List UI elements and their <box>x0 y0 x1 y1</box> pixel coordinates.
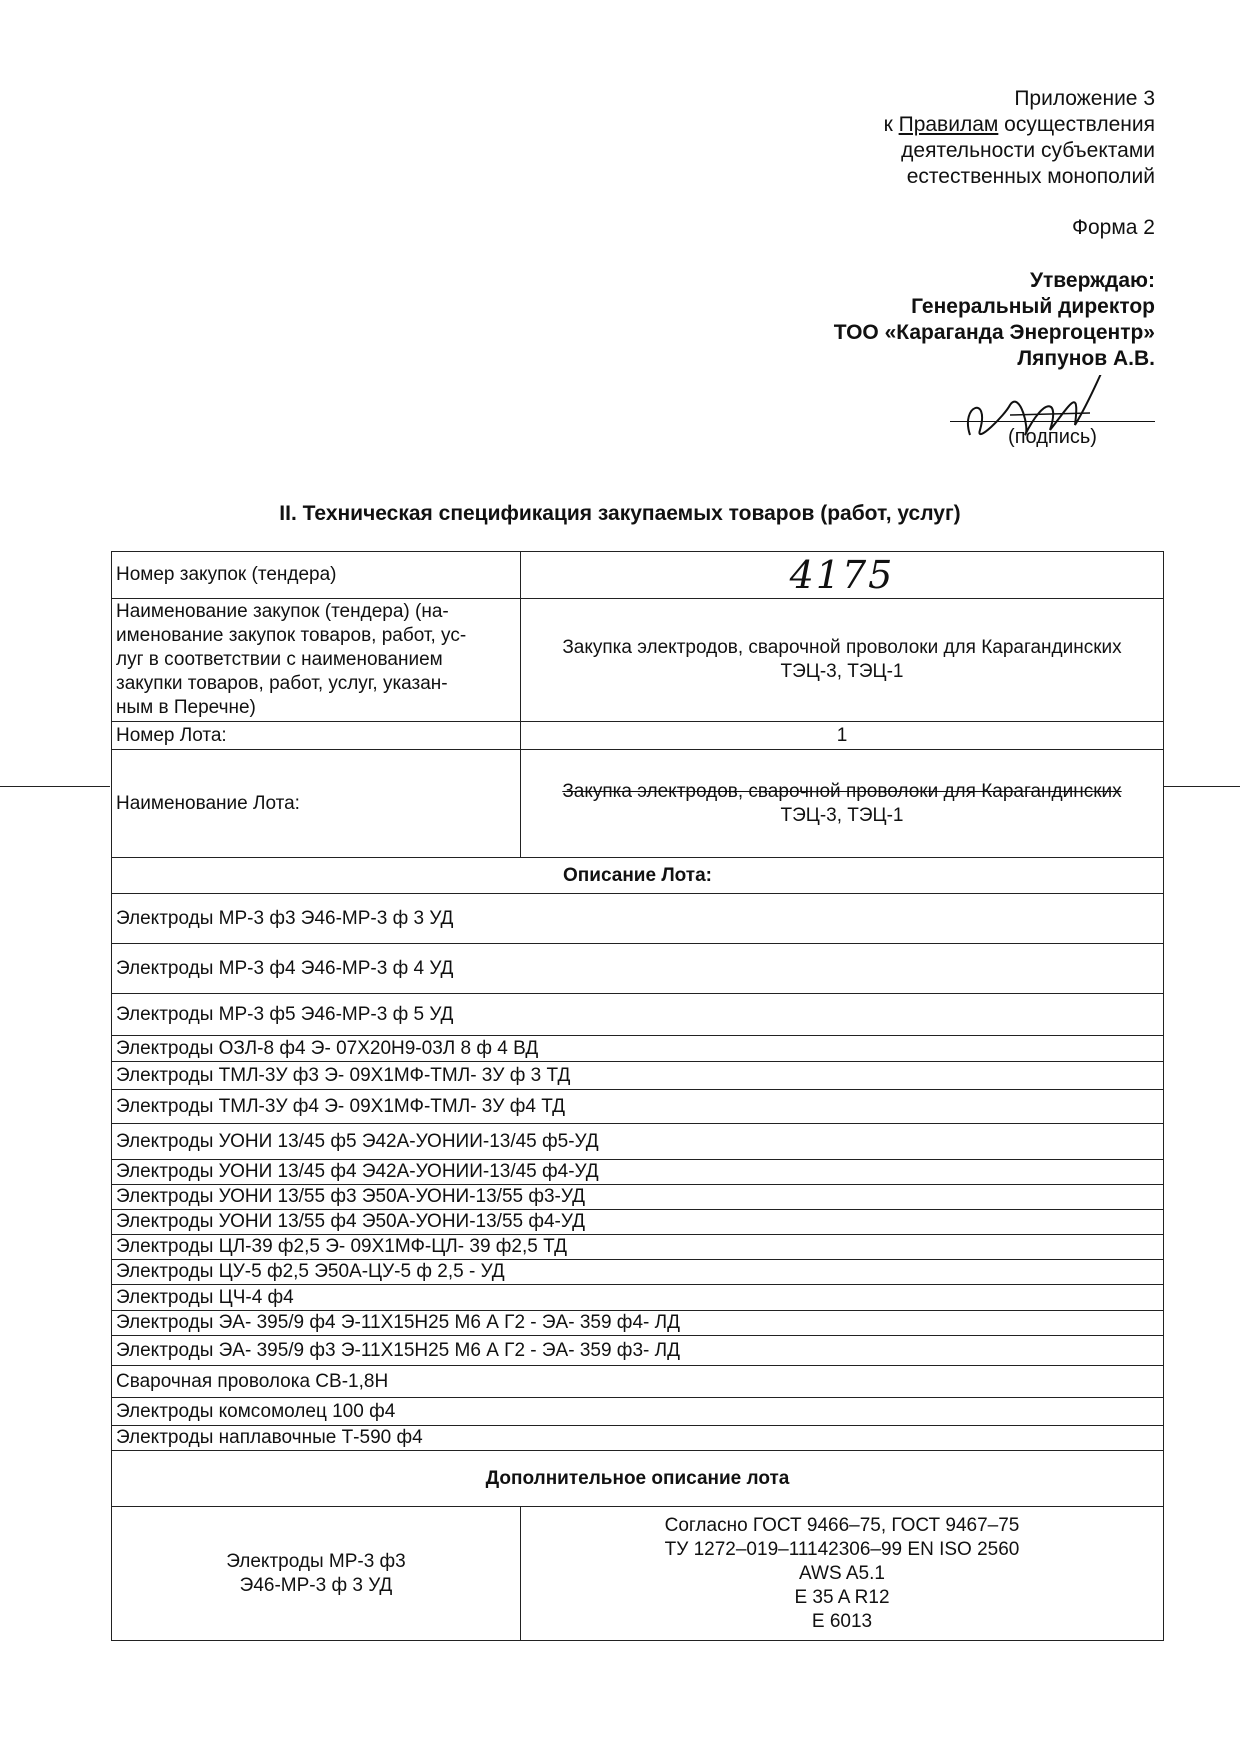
rules-prefix: к <box>883 113 899 136</box>
lot-item: Электроды ОЗЛ-8 ф4 Э- 07Х20Н9-03Л 8 ф 4 ВД <box>112 1036 1164 1062</box>
lot-item-row <box>112 1311 1164 1336</box>
approver-company: ТОО «Караганда Энергоцентр» <box>833 321 1155 344</box>
additional-description-row <box>112 1507 1164 1641</box>
lot-item-row <box>112 1260 1164 1285</box>
lot-item: Электроды УОНИ 13/55 ф3 Э50А-УОНИ-13/55 ф3-УД <box>112 1185 1164 1210</box>
lot-item-row <box>112 1090 1164 1124</box>
lot-item: Электроды УОНИ 13/45 ф5 Э42А-УОНИИ-13/45 ф5-УД <box>112 1124 1164 1160</box>
lot-item-row <box>112 944 1164 994</box>
lot-item: Электроды ЦЛ-39 ф2,5 Э- 09Х1МФ-ЦЛ- 39 ф2,5 ТД <box>112 1235 1164 1260</box>
tender-name-label: Наименование закупок (тендера) (на- именование закупок товаров, работ, ус- луг в соответствии с наименованием закупки товаров, работ, услуг, указан- ным в Перечне) <box>112 599 521 722</box>
lot-item-row <box>112 1124 1164 1160</box>
lot-number-value: 1 <box>521 722 1164 750</box>
approver-position: Генеральный директор <box>911 295 1155 318</box>
additional-standards: Согласно ГОСТ 9466–75, ГОСТ 9467–75 ТУ 1272–019–11142306–99 EN ISO 2560 AWS A5.1 E 35 A R12 E 6013 <box>521 1507 1164 1641</box>
lot-item: Электроды ЭА- 395/9 ф4 Э-11Х15Н25 М6 А Г2 - ЭА- 359 ф4- ЛД <box>112 1311 1164 1336</box>
approve-heading: Утверждаю: <box>1029 269 1155 292</box>
lot-item-row <box>112 1160 1164 1185</box>
approval-block <box>834 268 1155 372</box>
lot-item-row <box>112 1235 1164 1260</box>
lot-description-header: Описание Лота: <box>112 858 1164 894</box>
appendix-number: Приложение 3 <box>1014 87 1155 110</box>
lot-item-row <box>112 1285 1164 1311</box>
appendix-reference <box>884 86 1155 190</box>
lot-item-row <box>112 1366 1164 1398</box>
rules-suffix: осуществления <box>998 113 1155 136</box>
signature-line <box>950 421 1155 422</box>
lot-number-row <box>112 722 1164 750</box>
lot-item: Электроды ТМЛ-3У ф3 Э- 09Х1МФ-ТМЛ- 3У ф 3 ТД <box>112 1062 1164 1090</box>
lot-item: Электроды МР-3 ф4 Э46-МР-3 ф 4 УД <box>112 944 1164 994</box>
lot-item: Электроды ЦЧ-4 ф4 <box>112 1285 1164 1311</box>
tender-name-row <box>112 599 1164 722</box>
signature-caption: (подпись) <box>1008 426 1097 448</box>
lot-item-row <box>112 1426 1164 1451</box>
lot-item: Сварочная проволока СВ-1,8Н <box>112 1366 1164 1398</box>
lot-item: Электроды ТМЛ-3У ф4 Э- 09Х1МФ-ТМЛ- 3У ф4 ТД <box>112 1090 1164 1124</box>
appendix-line-3: деятельности субъектами <box>901 139 1155 162</box>
lot-item-row <box>112 1185 1164 1210</box>
lot-item-row <box>112 1336 1164 1366</box>
lot-item: Электроды УОНИ 13/45 ф4 Э42А-УОНИИ-13/45 ф4-УД <box>112 1160 1164 1185</box>
lot-item-row <box>112 894 1164 944</box>
tender-number-row <box>112 552 1164 599</box>
section-title: II. Техническая спецификация закупаемых товаров (работ, услуг) <box>279 502 961 525</box>
lot-name-label: Наименование Лота: <box>112 750 521 858</box>
lot-item: Электроды МР-3 ф5 Э46-МР-3 ф 5 УД <box>112 994 1164 1036</box>
additional-description-header: Дополнительное описание лота <box>112 1451 1164 1507</box>
rules-link[interactable]: Правилам <box>898 113 999 136</box>
lot-name-row <box>112 750 1164 858</box>
lot-number-label: Номер Лота: <box>112 722 521 750</box>
margin-line-right <box>1163 786 1240 787</box>
lot-item: Электроды МР-3 ф3 Э46-МР-3 ф 3 УД <box>112 894 1164 944</box>
lot-item-row <box>112 1062 1164 1090</box>
tender-number-handwritten: 4175 <box>789 553 895 597</box>
appendix-rules-line <box>884 112 1155 138</box>
lot-item-row <box>112 1398 1164 1426</box>
form-label: Форма 2 <box>1072 216 1155 239</box>
lot-item: Электроды комсомолец 100 ф4 <box>112 1398 1164 1426</box>
approver-name: Ляпунов А.В. <box>1017 347 1155 370</box>
lot-name-value <box>521 750 1164 858</box>
lot-item: Электроды ЦУ-5 ф2,5 Э50А-ЦУ-5 ф 2,5 - УД <box>112 1260 1164 1285</box>
additional-header-row <box>112 1451 1164 1507</box>
lot-name-line-2: ТЭЦ-3, ТЭЦ-1 <box>780 804 904 826</box>
lot-item: Электроды ЭА- 395/9 ф3 Э-11Х15Н25 М6 А Г2 - ЭА- 359 ф3- ЛД <box>112 1336 1164 1366</box>
lot-item-row <box>112 1036 1164 1062</box>
tender-number-value <box>521 552 1164 599</box>
lot-item: Электроды УОНИ 13/55 ф4 Э50А-УОНИ-13/55 ф4-УД <box>112 1210 1164 1235</box>
lot-item-row <box>112 994 1164 1036</box>
tender-name-value: Закупка электродов, сварочной проволоки для Карагандинских ТЭЦ-3, ТЭЦ-1 <box>521 599 1164 722</box>
lot-description-header-row <box>112 858 1164 894</box>
margin-line-left <box>0 786 110 787</box>
tender-number-label: Номер закупок (тендера) <box>112 552 521 599</box>
lot-item-row <box>112 1210 1164 1235</box>
specification-table <box>111 551 1164 1641</box>
lot-item: Электроды наплавочные Т-590 ф4 <box>112 1426 1164 1451</box>
appendix-line-4: естественных монополий <box>906 165 1155 188</box>
lot-name-line-1: Закупка электродов, сварочной проволоки для Карагандинских <box>562 780 1122 802</box>
additional-item-name: Электроды МР-3 ф3 Э46-МР-3 ф 3 УД <box>112 1507 521 1641</box>
